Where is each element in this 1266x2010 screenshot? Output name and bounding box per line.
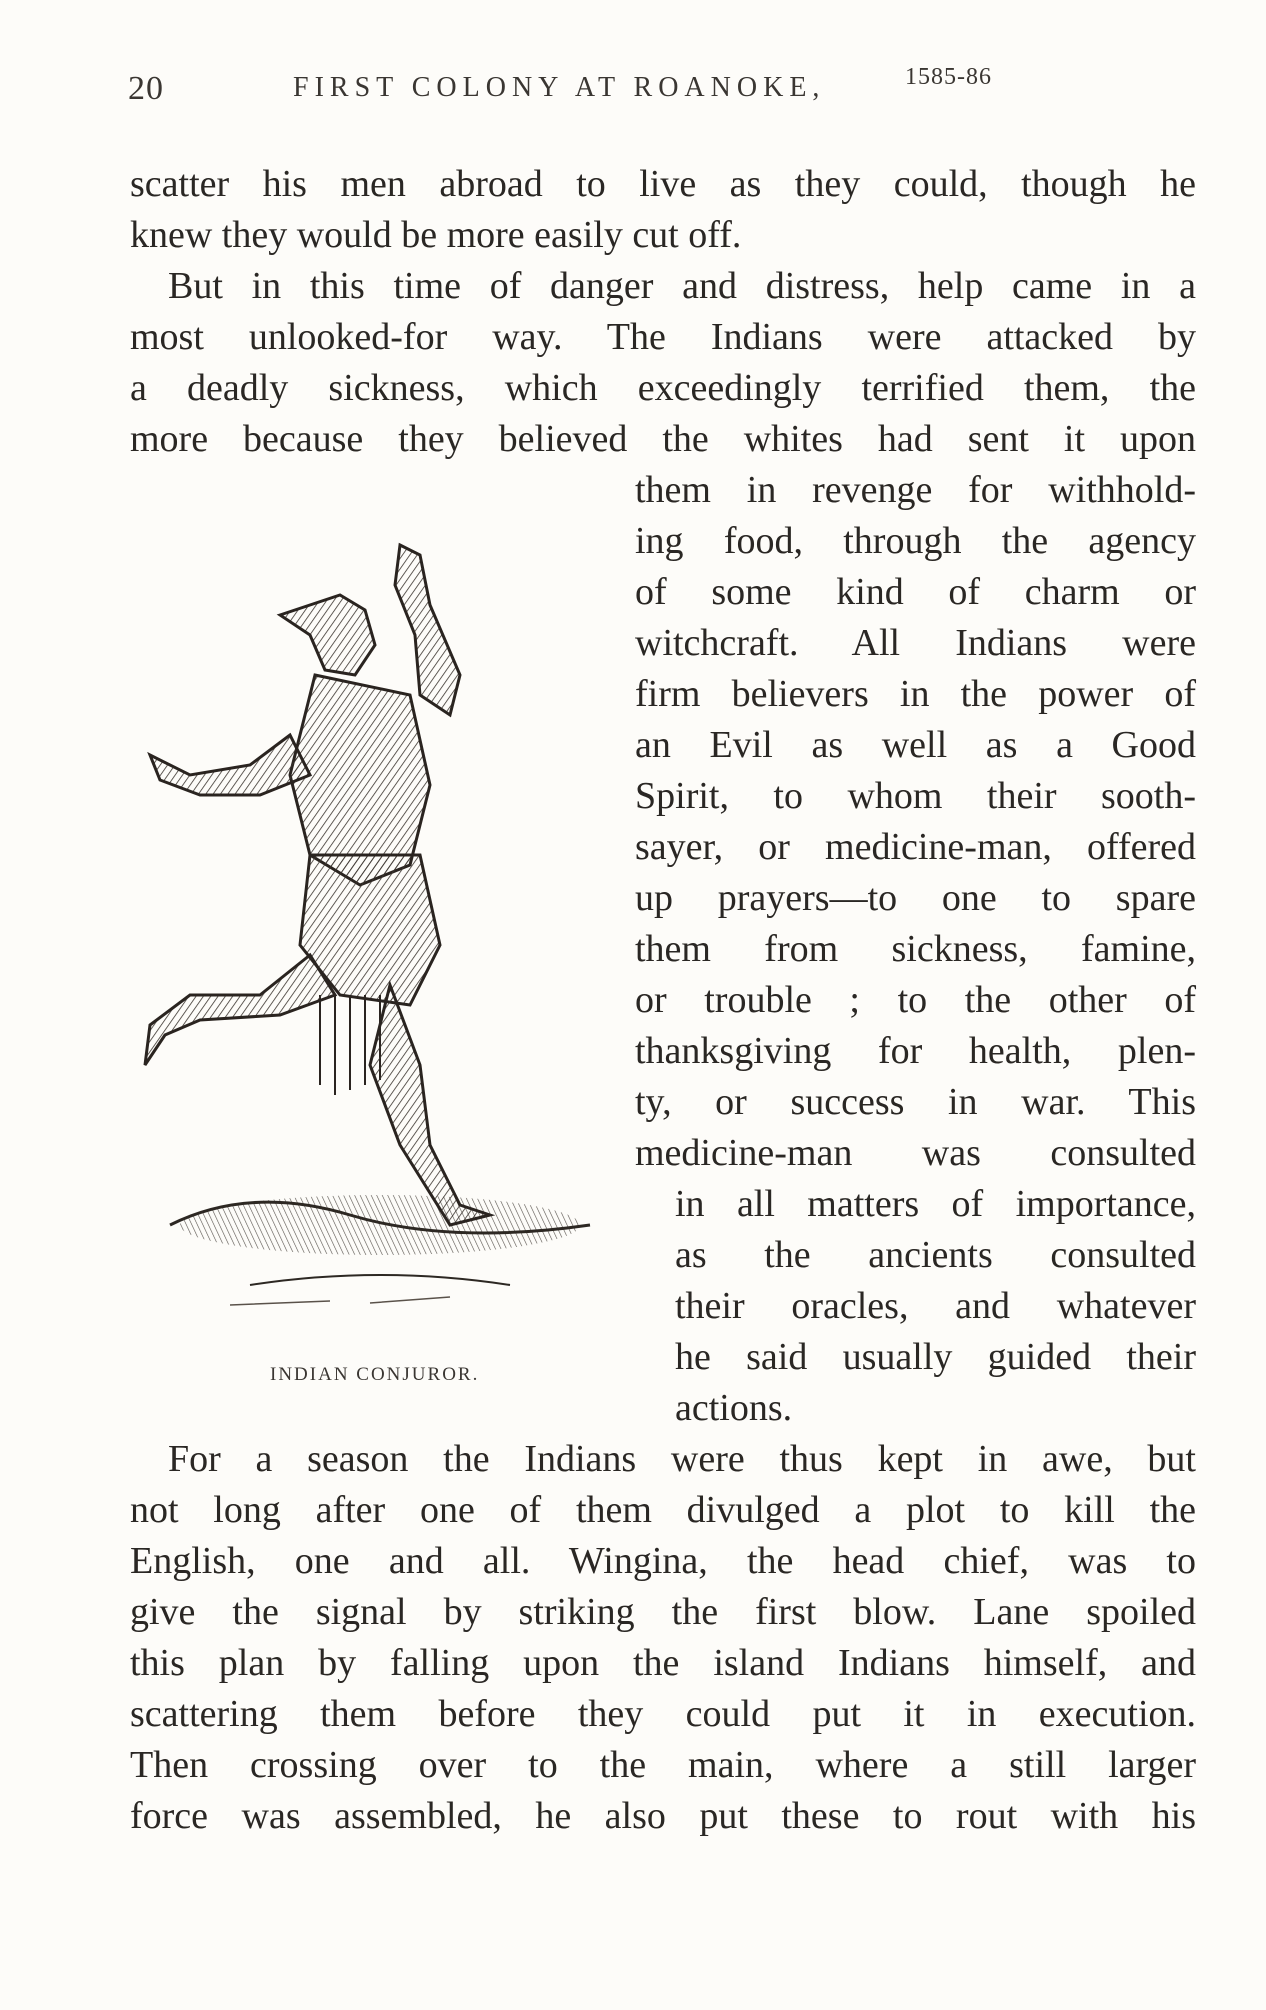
page-number: 20 bbox=[128, 70, 164, 107]
text-line: in all matters of importance, bbox=[675, 1183, 1196, 1225]
running-header bbox=[128, 64, 1128, 110]
text-line: English, one and all. Wingina, the head chief, was to bbox=[130, 1540, 1196, 1582]
text-line: knew they would be more easily cut off. bbox=[130, 214, 742, 256]
text-line: scattering them before they could put it in execution. bbox=[130, 1693, 1196, 1735]
text-line: more because they believed the whites had sent it upon bbox=[130, 418, 1196, 460]
text-line: them from sickness, famine, bbox=[635, 928, 1196, 970]
text-line: force was assembled, he also put these to rout with his bbox=[130, 1795, 1196, 1837]
running-title: FIRST COLONY AT ROANOKE, bbox=[293, 72, 826, 103]
text-line: medicine-man was consulted bbox=[635, 1132, 1196, 1174]
text-line: their oracles, and whatever bbox=[675, 1285, 1196, 1327]
text-line: firm believers in the power of bbox=[635, 673, 1196, 715]
text-line: ty, or success in war. This bbox=[635, 1081, 1196, 1123]
text-line: up prayers—to one to spare bbox=[635, 877, 1196, 919]
text-line: scatter his men abroad to live as they could, though he bbox=[130, 163, 1196, 205]
text-line: Spirit, to whom their sooth- bbox=[635, 775, 1196, 817]
text-line: a deadly sickness, which exceedingly terrified them, the bbox=[130, 367, 1196, 409]
conjuror-figure bbox=[145, 545, 490, 1225]
ground-tuft bbox=[170, 1195, 590, 1305]
text-line: give the signal by striking the first blow. Lane spoiled bbox=[130, 1591, 1196, 1633]
text-line: this plan by falling upon the island Indians himself, and bbox=[130, 1642, 1196, 1684]
text-line: as the ancients consulted bbox=[675, 1234, 1196, 1276]
text-line: them in revenge for withhold- bbox=[635, 469, 1196, 511]
text-line: not long after one of them divulged a plot to kill the bbox=[130, 1489, 1196, 1531]
text-line: witchcraft. All Indians were bbox=[635, 622, 1196, 664]
text-line: thanksgiving for health, plen- bbox=[635, 1030, 1196, 1072]
text-line: ing food, through the agency bbox=[635, 520, 1196, 562]
text-line: he said usually guided their bbox=[675, 1336, 1196, 1378]
text-line: But in this time of danger and distress, help came in a bbox=[168, 265, 1196, 307]
text-line: Then crossing over to the main, where a still larger bbox=[130, 1744, 1196, 1786]
text-line: actions. bbox=[675, 1387, 793, 1429]
text-line: or trouble ; to the other of bbox=[635, 979, 1196, 1021]
text-line: an Evil as well as a Good bbox=[635, 724, 1196, 766]
text-line: For a season the Indians were thus kept in awe, but bbox=[168, 1438, 1196, 1480]
figure-caption: INDIAN CONJUROR. bbox=[270, 1364, 480, 1385]
running-years: 1585-86 bbox=[905, 64, 992, 90]
text-line: of some kind of charm or bbox=[635, 571, 1196, 613]
engraving-dancing-figure-icon bbox=[130, 525, 640, 1325]
text-line: most unlooked-for way. The Indians were attacked by bbox=[130, 316, 1196, 358]
text-line: sayer, or medicine-man, offered bbox=[635, 826, 1196, 868]
